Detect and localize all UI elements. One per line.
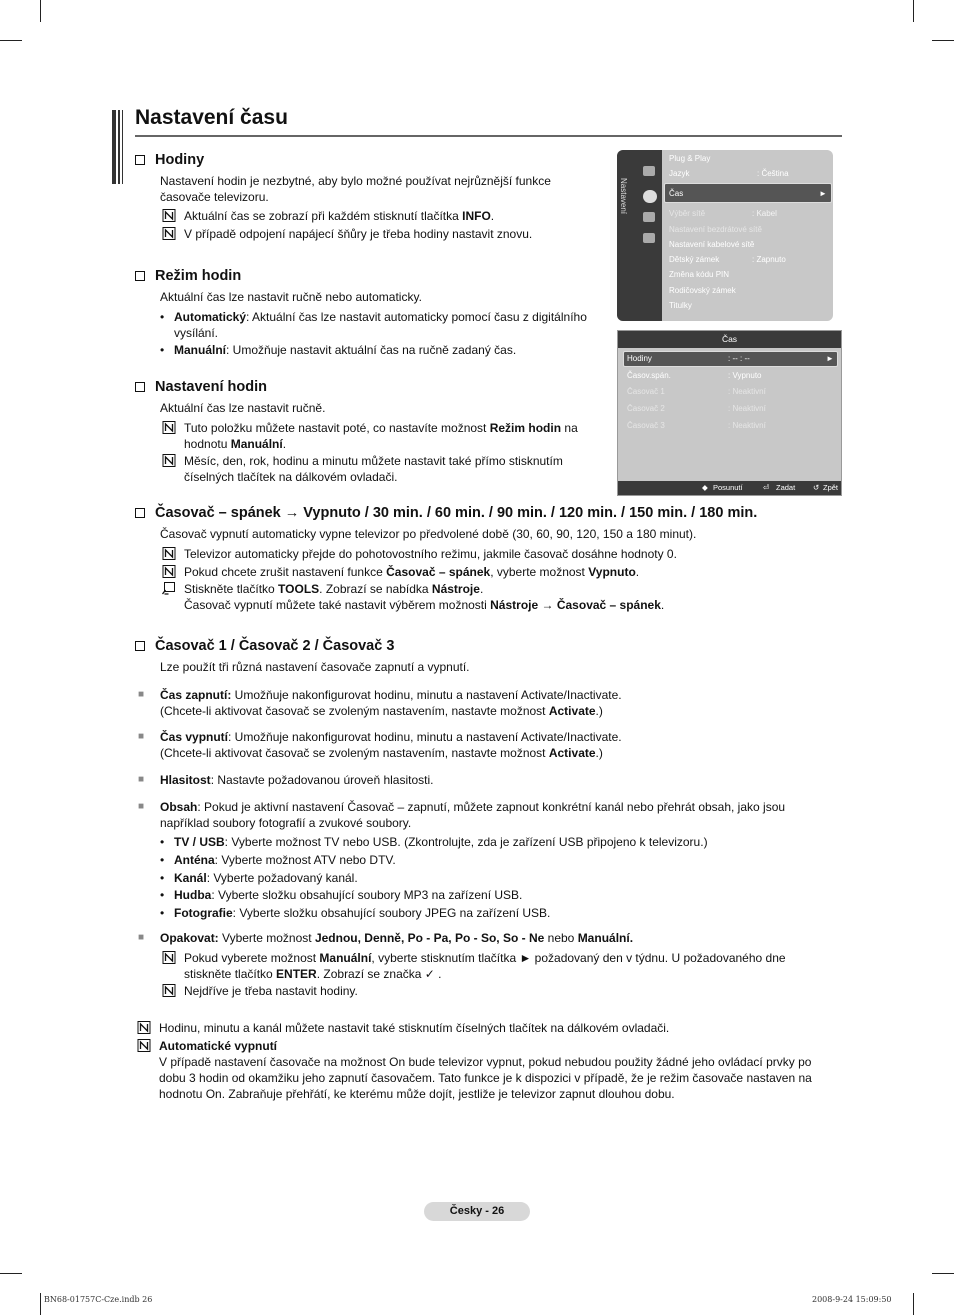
note: Nejdříve je třeba nastavit hodiny. <box>160 983 810 999</box>
menu-icon <box>643 166 655 176</box>
arrow-right-icon: ► <box>819 189 827 198</box>
menu-item[interactable]: Časov.spán. <box>627 371 671 380</box>
menu-item[interactable]: Časovač 1 <box>627 387 665 396</box>
updown-icon: ◆ <box>702 483 708 492</box>
menu-item-selected[interactable]: Hodiny <box>627 354 652 363</box>
tools-icon <box>160 582 178 595</box>
crop-mark <box>40 0 41 22</box>
menu-highlight <box>664 183 832 203</box>
foot-back: Zpět <box>823 483 839 492</box>
menu-item[interactable]: Nastavení kabelové sítě <box>669 240 755 249</box>
hodiny-text: Nastavení hodin je nezbytné, aby bylo možné používat nejrůznější funkce časovače televizoru. <box>160 174 551 204</box>
square-item: ■ Hlasitost: Nastavte požadovanou úroveň hlasitosti. <box>138 773 434 787</box>
bullet-item: • Kanál: Vyberte požadovaný kanál. <box>160 871 358 885</box>
note-icon <box>160 209 178 222</box>
menu-header: Čas <box>618 331 841 348</box>
note-icon <box>135 1021 153 1034</box>
note-icon <box>160 547 178 560</box>
note-icon <box>160 227 178 240</box>
menu-item[interactable]: Časovač 2 <box>627 404 665 413</box>
menu-value: : Neaktivní <box>728 421 766 430</box>
note-icon <box>160 421 178 434</box>
menu-item[interactable]: Výběr sítě <box>669 209 706 218</box>
checkbox-icon <box>135 271 145 281</box>
checkbox-icon <box>135 155 145 165</box>
menu-item[interactable]: Změna kódu PIN <box>669 270 730 279</box>
menu-item[interactable]: Jazyk <box>669 169 690 178</box>
crop-mark <box>40 1293 41 1315</box>
tools-note: Stiskněte tlačítko TOOLS. Zobrazí se nabídka Nástroje. Časovač vypnutí můžete také nastavit výběrem možnosti Nástroje → Časovač – spánek. <box>160 581 840 613</box>
menu-item[interactable]: Titulky <box>669 301 692 310</box>
gear-icon <box>643 190 657 203</box>
note-icon <box>160 984 178 997</box>
note: Automatické vypnutí V případě nastavení časovače na možnost On bude televizor vypnut, pokud nebudou použity žádné jeho ovládací prvky po dobu 3 hodin od okamžiku jeho zapnutí časovačem. Tato funkce je k dispozici v případě, že je režim časovače nastaven na hodnotu On. Zabraňuje přehřátí, ke kterému může dojít, jestliže je televizor zapnut dlouhou dobu. <box>135 1038 835 1102</box>
menu-side-label: Nastavení <box>619 178 628 215</box>
crop-mark <box>913 0 914 22</box>
note-icon <box>160 951 178 964</box>
note: Měsíc, den, rok, hodinu a minutu můžete nastavit také přímo stisknutím číselných tlačítek na dálkovém ovladači. <box>160 453 590 485</box>
square-bullet-icon: ■ <box>138 774 145 785</box>
note: Hodinu, minutu a kanál můžete nastavit také stisknutím číselných tlačítek na dálkovém ovladači. <box>135 1020 835 1036</box>
arrow-right-icon: ► <box>826 354 834 363</box>
heading-nastaveni-hodin: Nastavení hodin <box>135 379 267 395</box>
menu-item[interactable]: Plug & Play <box>669 154 711 163</box>
menu-item-selected[interactable]: Čas <box>669 189 684 198</box>
checkbox-icon <box>135 382 145 392</box>
bullet-item: • Fotografie: Vyberte složku obsahující soubory JPEG na zařízení USB. <box>160 906 551 920</box>
return-icon: ↺ <box>813 483 820 492</box>
bullet-item: • TV / USB: Vyberte možnost TV nebo USB. (Zkontrolujte, zda je zařízení USB připojeno k televizoru.) <box>160 835 708 849</box>
bullet-item: • Anténa: Vyberte možnost ATV nebo DTV. <box>160 853 396 867</box>
bullet-item: • Hudba: Vyberte složku obsahující soubory MP3 na zařízení USB. <box>160 888 523 902</box>
square-item: ■ Opakovat: Vyberte možnost Jednou, Denně, Po - Pa, Po - So, So - Ne nebo Manuální. <box>138 931 634 945</box>
menu-value: : Neaktivní <box>728 387 766 396</box>
title-rule <box>135 135 842 137</box>
note-icon <box>135 1039 153 1052</box>
spanek-text: Časovač vypnutí automaticky vypne televizor po předvolené době (30, 60, 90, 120, 150 a 180 minut). <box>160 527 697 541</box>
note: Televizor automaticky přejde do pohotovostního režimu, jakmile časovač dosáhne hodnoty 0. <box>160 546 840 562</box>
rezim-text: Aktuální čas lze nastavit ručně nebo automaticky. <box>160 290 422 304</box>
bullet-item: • Manuální: Umožňuje nastavit aktuální čas na ručně zadaný čas. <box>160 343 517 357</box>
checkbox-icon <box>135 641 145 651</box>
title-bar-decoration <box>112 110 124 184</box>
tv-menu-cas <box>617 330 842 496</box>
menu-item[interactable]: Nastavení bezdrátové sítě <box>669 225 762 234</box>
square-bullet-icon: ■ <box>138 689 145 700</box>
page-title: Nastavení času <box>135 106 288 129</box>
foot-enter: Zadat <box>776 483 796 492</box>
menu-value: : Neaktivní <box>728 404 766 413</box>
menu-item[interactable]: Rodičovský zámek <box>669 286 736 295</box>
crop-mark <box>0 40 22 41</box>
casovac-text: Lze použít tři různá nastavení časovače zapnutí a vypnutí. <box>160 660 470 674</box>
menu-value: : -- : -- <box>728 354 750 363</box>
square-item: ■ Čas vypnutí: Umožňuje nakonfigurovat hodinu, minutu a nastavení Activate/Inactivate. (Chcete-li aktivovat časovač se zvoleným nastavením, nastavte možnost Activate.) <box>138 730 622 760</box>
square-item: ■ Čas zapnutí: Umožňuje nakonfigurovat hodinu, minutu a nastavení Activate/Inactivate. (Chcete-li aktivovat časovač se zvoleným nastavením, nastavte možnost Activate.) <box>138 688 622 718</box>
crop-mark <box>932 1273 954 1274</box>
menu-icon <box>643 233 655 243</box>
bullet-item: • Automatický: Aktuální čas lze nastavit automaticky pomocí času z digitálního vysílání. <box>160 310 587 340</box>
crop-mark <box>913 1293 914 1315</box>
footer-file: BN68-01757C-Cze.indb 26 <box>44 1295 153 1304</box>
note-icon <box>160 565 178 578</box>
square-item: ■ Obsah: Pokud je aktivní nastavení Časovač – zapnutí, můžete zapnout konkrétní kanál nebo přehrát obsah, jako jsou například soubory fotografií a zvukové soubory. <box>138 800 786 830</box>
crop-mark <box>0 1273 22 1274</box>
heading-casovac-spanek: Časovač – spánek → Vypnuto / 30 min. / 60 min. / 90 min. / 120 min. / 150 min. / 180 min. <box>135 505 845 521</box>
square-bullet-icon: ■ <box>138 932 145 943</box>
note: Pokud chcete zrušit nastavení funkce Časovač – spánek, vyberte možnost Vypnuto. <box>160 564 840 580</box>
square-bullet-icon: ■ <box>138 731 145 742</box>
note: V případě odpojení napájecí šňůry je třeba hodiny nastavit znovu. <box>160 226 600 242</box>
footer-date: 2008-9-24 15:09:50 <box>812 1295 892 1304</box>
note: Tuto položku můžete nastavit poté, co nastavíte možnost Režim hodin na hodnotu Manuální. <box>160 420 590 452</box>
note: Pokud vyberete možnost Manuální, vyberte stisknutím tlačítka ► požadovaný den v týdnu. U požadovaného dne stiskněte tlačítko ENTER. Zobrazí se značka ✓ . <box>160 950 810 982</box>
menu-value: : Čeština <box>757 169 789 178</box>
menu-sidebar <box>617 150 662 321</box>
tv-menu-setup <box>617 150 833 321</box>
square-bullet-icon: ■ <box>138 801 145 812</box>
enter-icon: ⏎ <box>763 483 770 492</box>
checkbox-icon <box>135 508 145 518</box>
page-number: Česky - 26 <box>424 1202 530 1221</box>
menu-item[interactable]: Dětský zámek <box>669 255 720 264</box>
menu-item[interactable]: Časovač 3 <box>627 421 665 430</box>
heading-rezim-hodin: Režim hodin <box>135 268 241 284</box>
foot-move: Posunutí <box>713 483 743 492</box>
note: Aktuální čas se zobrazí při každém stisknutí tlačítka INFO. <box>160 208 600 224</box>
menu-footer <box>618 481 841 495</box>
menu-icon <box>643 212 655 222</box>
heading-hodiny: Hodiny <box>135 152 204 168</box>
heading-casovac-123: Časovač 1 / Časovač 2 / Časovač 3 <box>135 638 394 654</box>
menu-value: : Zapnuto <box>752 255 786 264</box>
menu-value: : Kabel <box>752 209 777 218</box>
crop-mark <box>932 40 954 41</box>
menu-value: : Vypnuto <box>728 371 762 380</box>
nastaveni-text: Aktuální čas lze nastavit ručně. <box>160 401 326 415</box>
note-icon <box>160 454 178 467</box>
